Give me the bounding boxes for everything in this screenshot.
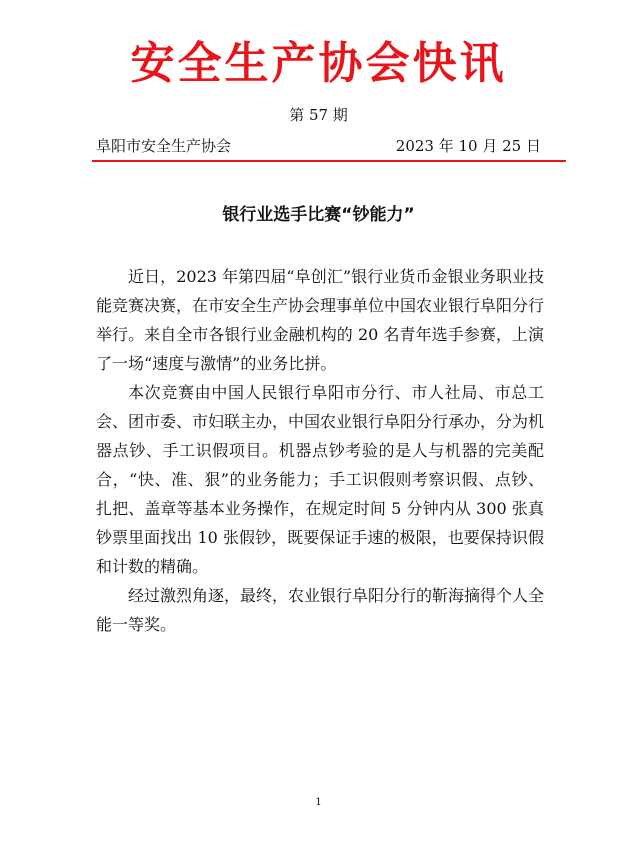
newsletter-masthead: 安全生产协会快讯 [130,38,507,89]
article-body [96,262,544,639]
article-title: 银行业选手比赛“钞能力” [222,205,415,225]
header-divider [92,160,566,162]
article-paragraph: 经过激烈角逐，最终，农业银行阜阳分行的靳海摘得个人全能一等奖。 [96,586,545,634]
issue-number: 第 57 期 [289,106,348,124]
page-number: 1 [315,797,322,808]
article-paragraph: 本次竞赛由中国人民银行阜阳市分行、市人社局、市总工会、团市委、市妇联主办，中国农业银行阜阳分行承办，分为机器点钞、手工识假项目。机器点钞考验的是人与机器的完美配合，“快、准、狠”的业务能力；手工识假则考察识假、点钞、扎把、盖章等基本业务操作，在规定时间 5 分钟内从 300 张真钞票里面找出 10 张假钞，既要保证手速的极限，也要保持识假和计数的精确。 [96,383,545,576]
publisher-name: 阜阳市安全生产协会 [96,137,232,155]
publish-date: 2023 年 10 月 25 日 [395,137,541,155]
article-paragraph: 近日，2023 年第四届“阜创汇”银行业货币金银业务职业技能竞赛决赛，在市安全生产协会理事单位中国农业银行阜阳分行举行。来自全市各银行业金融机构的 20 名青年选手参赛，上演了一场“速度与激情”的业务比拼。 [96,267,545,373]
